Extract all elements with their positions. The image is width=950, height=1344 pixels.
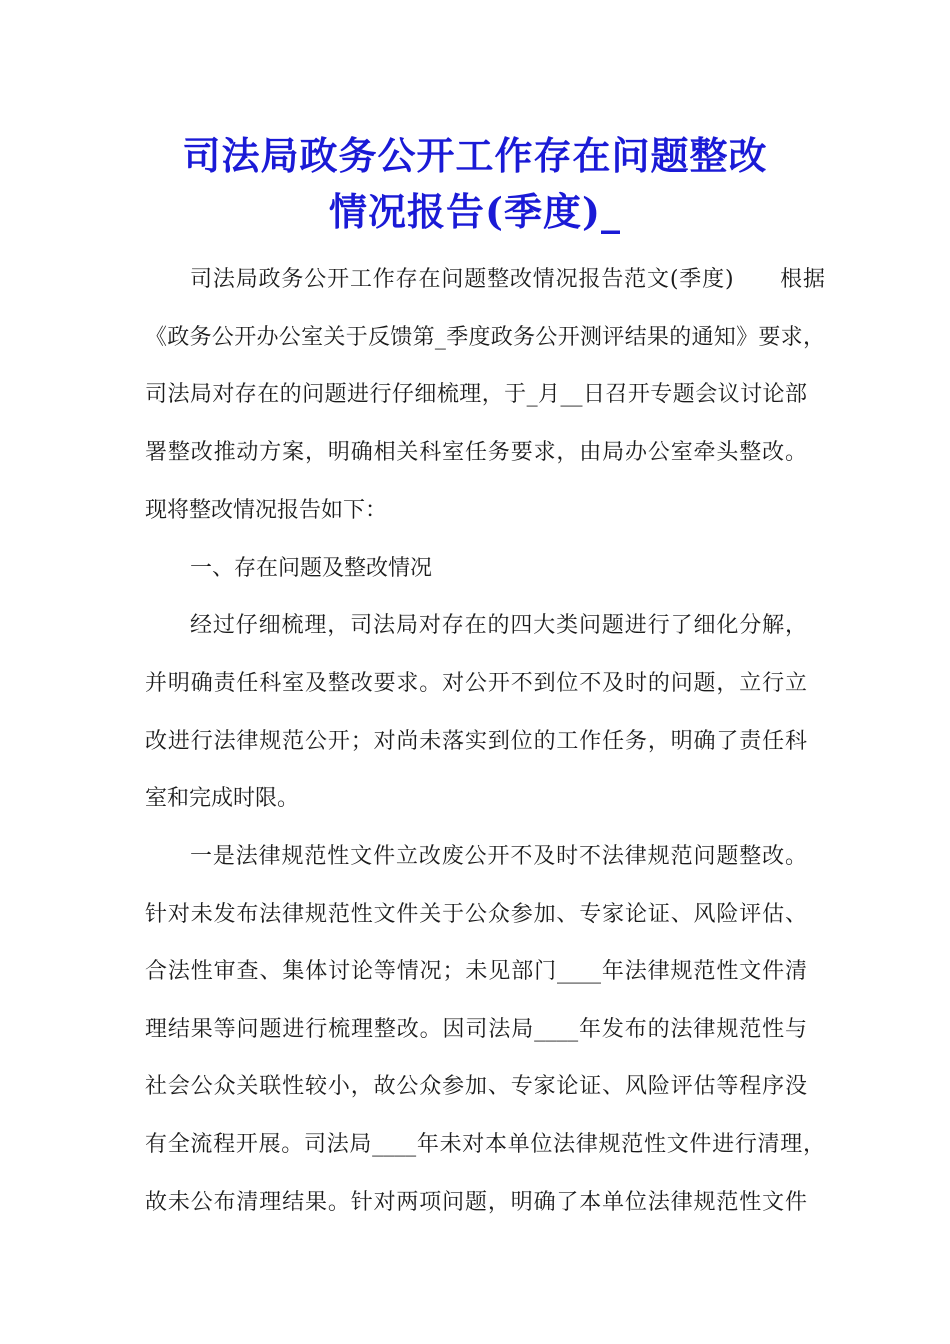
- body-line: 针对未发布法律规范性文件关于公众参加、专家论证、风险评估、: [145, 902, 807, 927]
- body-line: 司法局政务公开工作存在问题整改情况报告范文(季度) 根据: [190, 267, 825, 292]
- body-line: 现将整改情况报告如下：: [145, 498, 388, 523]
- body-line: 室和完成时限。: [145, 786, 300, 811]
- document-title-line-1: 司法局政务公开工作存在问题整改: [182, 133, 768, 178]
- section-heading: 一、存在问题及整改情况: [190, 556, 433, 581]
- body-line: 社会公众关联性较小，故公众参加、专家论证、风险评估等程序没: [145, 1074, 807, 1099]
- body-line: 经过仔细梳理，司法局对存在的四大类问题进行了细化分解，: [190, 613, 807, 638]
- body-line: 《政务公开办公室关于反馈第_季度政务公开测评结果的通知》要求，: [145, 325, 825, 350]
- body-line: 署整改推动方案，明确相关科室任务要求，由局办公室牵头整改。: [145, 440, 807, 465]
- body-line: 故未公布清理结果。针对两项问题，明确了本单位法律规范性文件: [145, 1190, 807, 1215]
- body-line: 改进行法律规范公开；对尚未落实到位的工作任务，明确了责任科: [145, 729, 807, 754]
- body-line: 一是法律规范性文件立改废公开不及时不法律规范问题整改。: [190, 844, 807, 869]
- body-line: 司法局对存在的问题进行仔细梳理，于_月__日召开专题会议讨论部: [145, 382, 807, 407]
- body-line: 合法性审查、集体讨论等情况；未见部门____年法律规范性文件清: [145, 959, 807, 984]
- body-line: 有全流程开展。司法局____年未对本单位法律规范性文件进行清理，: [145, 1132, 825, 1157]
- body-line: 理结果等问题进行梳理整改。因司法局____年发布的法律规范性与: [145, 1017, 807, 1042]
- document-title-line-2: 情况报告(季度)_: [329, 189, 621, 234]
- body-line: 并明确责任科室及整改要求。对公开不到位不及时的问题，立行立: [145, 671, 807, 696]
